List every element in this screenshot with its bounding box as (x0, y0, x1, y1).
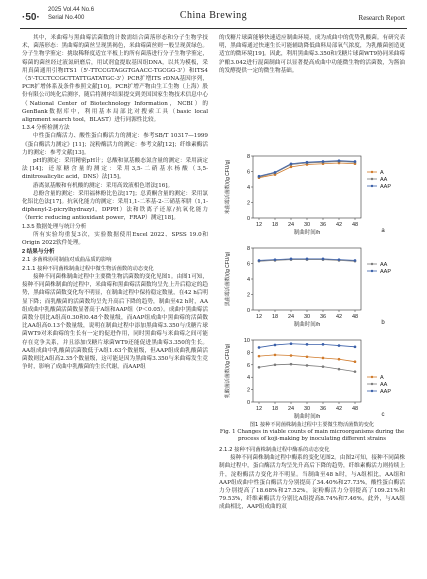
legend-marker (371, 390, 373, 392)
y-axis-label: 乳酸菌活菌数/(lg CFU/g) (225, 343, 231, 399)
figure-1-charts (219, 146, 405, 422)
legend-marker (371, 270, 373, 272)
serial-label: Serial No.400 (48, 15, 85, 21)
legend-label: AA (380, 262, 388, 268)
data-point-aa (354, 370, 357, 373)
y-tick-label: 8 (246, 154, 250, 160)
plot-frame (253, 248, 361, 310)
legend-label: AAP (380, 389, 392, 395)
section-heading: 2 结果与分析 (22, 249, 55, 256)
y-tick-label: 6 (246, 169, 250, 176)
panel-letter: a (381, 228, 385, 234)
panel-letter: c (381, 412, 385, 418)
data-point-aa (306, 364, 309, 367)
data-point-a (290, 166, 293, 169)
paragraph: 的戊糖片球菌能够快速适应制曲环境，成为成曲中的优势乳酸菌。有研究表明，黑曲霉通过快速生长可能辅助降低曲料局部氧气浓度，为乳酸菌创造更适宜的微环境[19]。因此，利用黑曲霉3.350和戊糖片球菌WT9协同米曲霉沪酿3.042进行混菌制曲可以显著提高成曲中功能微生物的活菌数，为酱油的发酵提供一定的微生物基础。 (219, 35, 405, 74)
legend-label: AA (380, 382, 388, 388)
data-point-aap (258, 175, 261, 178)
y-tick-label: 8 (246, 246, 250, 252)
y-tick-label: 8 (246, 350, 250, 357)
data-point-aap (354, 160, 357, 163)
x-tick-label: 24 (287, 406, 295, 412)
paragraph: 中性蛋白酶活力、酸性蛋白酶活力的测定：参考SB/T 10317—1999《蛋白酶活力测定》[11]；淀粉酶活力的测定：参考文献[12]；纤维素酶活力的测定：参考文献[13]。 (22, 133, 208, 156)
x-tick-label: 30 (303, 406, 311, 412)
legend-marker (371, 171, 373, 173)
x-tick-label: 18 (271, 314, 279, 320)
legend-label: AA (380, 177, 388, 183)
data-point-aa (290, 363, 293, 366)
x-axis-label: 制曲时间/h (293, 414, 321, 420)
data-point-a (338, 358, 341, 361)
data-point-aap (306, 161, 309, 164)
plot-frame (253, 340, 361, 402)
section-heading: 2.1.1 接种不同菌株制曲过程中微生物活菌数的动态变化 (22, 265, 154, 272)
x-tick-label: 48 (351, 222, 359, 228)
data-point-aap (322, 160, 325, 163)
paragraph: 接种不同菌株制曲过程中主要微生物活菌数的变化见图1。由图1可知，接种不同菌株制曲的过程中，米曲霉和黑曲霉活菌数均呈先上升后稳定的趋势，黑曲霉活菌数变化均不明显，在制曲过程中保持稳定数量，在42 h后明显下降；而乳酸菌的活菌数均呈先升高后下降的趋势，制曲至42 h时，AA组成曲中乳酸菌活菌数显著高于A组和AAP组（P＜0.05）。成曲中黑曲霉活菌数分别比A组高0.30和0.48个数量级，而AAP组成曲中黑曲霉的活菌数比AA组高0.13个数量级，说明在制曲过程中添加黑曲霉3.350与戊糖片球菌WT9对米曲霉的生长有一定的促进作用，同时黑曲霉与米曲霉之间可能存在竞争关系，并且添加戊糖片球菌WT9还能促进黑曲霉3.350的生长。AA组成曲中乳酸菌活菌数低于A组1.63个数量级，但AAP组成曲乳酸菌活菌数则比A组高2.35个数量级，这可能是因为黑曲霉3.350与米曲霉发生竞争时，影响了成曲中乳酸菌的生长代谢，而AAP组 (22, 273, 208, 371)
paragraph: 游离氨基酸和有机酸的测定：采用高效液相色谱法[16]。 (33, 182, 174, 189)
x-tick-label: 42 (335, 406, 343, 412)
x-tick-label: 36 (319, 406, 327, 412)
data-point-aap (338, 344, 341, 347)
legend-label: A (380, 170, 384, 176)
data-point-aap (354, 346, 357, 349)
x-tick-label: 24 (287, 222, 295, 228)
data-point-aap (290, 258, 293, 261)
data-point-aap (322, 343, 325, 346)
paragraph: pH的测定：采用精密pH计；总酸和氨基酸态氮含量的测定：采用滴定法[14]；还原糖含量的测定：采用3,5-二硝基水杨酸（3,5-dinitrosalicylic acid，DNS）法[15]。 (22, 158, 208, 181)
x-tick-label: 12 (255, 314, 263, 320)
page-number: ·50· (22, 12, 40, 23)
data-point-aa (274, 364, 277, 367)
section-heading: 2.1.2 接种不同菌株制曲过程中酶系的动态变化 (219, 447, 330, 453)
header-rule (20, 28, 407, 29)
data-point-aap (258, 259, 261, 262)
y-tick-label: 2 (246, 387, 250, 394)
right-column-lower (219, 446, 405, 512)
left-column (22, 34, 208, 371)
x-tick-label: 30 (303, 222, 311, 228)
x-tick-label: 36 (319, 222, 327, 228)
legend-marker (371, 185, 373, 187)
caption-chinese: 图1 接种不同菌株制曲过程中主要微生物活菌数的变化 (249, 422, 375, 428)
paragraph: 其中，米曲霉与黑曲霉活菌数的计数需结合菌落形态和分子生物学技术，菌落形态：黑曲霉的菌丝呈现黑褐色，米曲霉菌丝则一般呈现黄绿色。分子生物学鉴定：挑取稀释度适宜平板上的所有菌落进行分子生物学鉴定，霉菌的菌丝经过液氮研磨后，用试剂盒提取基因组DNA，以其为模板，采用真菌通用引物ITS1（5'-TTCCGTAGGTGAACC-TGCGG-3'）和ITS4（5'-TCCTCCGCTTATTGATATGC-3'）PCR扩增ITS rDNA基因序列，PCR扩增体系及条件参照文献[10]。PCR扩增产物由生工生物（上海）股份有限公司纯化后测序，随后将测序结果提交到美国国家生物技术信息中心（National Center of Biotechnology Information，NCBI）的GenBank数据库中，利用基本局部比对搜索工具（basic local alignment search tool，BLAST）进行同源性比较。 (22, 35, 208, 124)
legend-label: AAP (380, 269, 392, 275)
data-point-a (258, 355, 261, 358)
x-axis-label: 制曲时间/h (293, 230, 321, 236)
data-point-a (354, 360, 357, 363)
x-axis-label: 制曲时间/h (293, 322, 321, 328)
paragraph: 接种不同菌株制曲过程中酶系的变化见图2。由图2可知，接种不同菌株制曲过程中，蛋白酶活力均呈先升高后下降的趋势，纤维素酶活力则持续上升，淀粉酶活力变化并不明显。当制曲至48 h时，与A组相比，AA组和AAP组成曲中性蛋白酶活力分别提高了34.40%和27.73%，酸性蛋白酶活力分别提高了18.68%和27.52%，淀粉酶活力分别提高了109.21%和79.53%，纤维素酶活力分别比A组提高8.74%和7.46%。此外，与AA组成曲相比，AAP组成曲的双 (219, 455, 405, 511)
panel-letter: b (381, 320, 385, 326)
x-tick-label: 30 (303, 314, 311, 320)
data-point-aa (338, 368, 341, 371)
figure-caption (219, 422, 405, 443)
data-point-a (322, 357, 325, 360)
data-point-aap (306, 258, 309, 261)
paragraph: 所有实验均重复3次，实验数据使用Excel 2022、SPSS 19.0和Origin 2022软件处理。 (22, 231, 208, 247)
y-tick-label: 2 (246, 200, 250, 207)
legend-label: AAP (380, 184, 392, 190)
data-point-aap (290, 342, 293, 345)
caption-english: Fig. 1 Changes in viable counts of main microorganisms during the process of koji-making by inoculating different strains (219, 429, 405, 442)
x-tick-label: 48 (351, 406, 359, 412)
data-point-aap (354, 259, 357, 262)
data-point-aap (290, 162, 293, 165)
data-point-aa (258, 366, 261, 369)
y-tick-label: 10 (243, 338, 250, 344)
legend-marker (371, 263, 373, 265)
y-tick-label: 0 (246, 308, 250, 314)
y-tick-label: 0 (246, 216, 250, 222)
y-tick-label: 2 (246, 292, 250, 299)
journal-title: China Brewing (179, 10, 248, 21)
section-heading: 2.1 多菌株协同制曲对成曲品质的影响 (22, 257, 112, 264)
volume-label: 2025 Vol.44 No.6 (48, 7, 95, 13)
legend-marker (371, 178, 373, 180)
data-point-aap (306, 343, 309, 346)
y-tick-label: 6 (246, 362, 250, 369)
data-point-aap (322, 258, 325, 261)
data-point-a (306, 355, 309, 358)
y-tick-label: 4 (246, 375, 250, 382)
data-point-aa (322, 365, 325, 368)
legend-label: A (380, 375, 384, 381)
data-point-aap (274, 344, 277, 347)
data-point-a (290, 354, 293, 357)
section-label: Research Report (358, 14, 405, 22)
data-point-aap (338, 258, 341, 261)
x-tick-label: 48 (351, 314, 359, 320)
data-point-a (274, 354, 277, 357)
section-heading: 1.3.4 分析检测方法 (22, 125, 70, 132)
x-tick-label: 18 (271, 222, 279, 228)
data-point-aap (274, 171, 277, 174)
figure-1 (219, 146, 405, 422)
paragraph: 总酚含量的测定：采用福林酚比色法[17]；总黄酮含量的测定：采用氯化铝比色法[17]。抗氧化能力的测定：采用1,1-二苯基-2-三硝基苯肼（1,1-diphenyl-2-picrylhydrazyl，DPPH）法和铁离子还原/抗氧化能力（ferric reducing antioxidant power，FRAP）测定[18]。 (22, 190, 208, 222)
x-tick-label: 24 (287, 314, 295, 320)
y-axis-label: 米曲霉活菌数/(lg CFU/g) (225, 159, 231, 215)
x-tick-label: 18 (271, 406, 279, 412)
data-point-aap (274, 258, 277, 261)
y-tick-label: 4 (246, 185, 250, 191)
x-tick-label: 42 (335, 222, 343, 228)
right-column (219, 34, 405, 75)
legend-marker (371, 383, 373, 385)
section-heading: 1.3.5 数据处理与统计分析 (22, 223, 87, 230)
y-tick-label: 4 (246, 277, 250, 283)
y-tick-label: 6 (246, 261, 250, 268)
y-axis-label: 黑曲霉活菌数/(lg CFU/g) (225, 251, 231, 307)
x-tick-label: 42 (335, 314, 343, 320)
legend-marker (371, 376, 373, 378)
x-tick-label: 36 (319, 314, 327, 320)
data-point-aap (258, 346, 261, 349)
x-tick-label: 12 (255, 222, 263, 228)
data-point-aap (338, 159, 341, 162)
x-tick-label: 12 (255, 406, 263, 412)
y-tick-label: 0 (246, 400, 250, 406)
